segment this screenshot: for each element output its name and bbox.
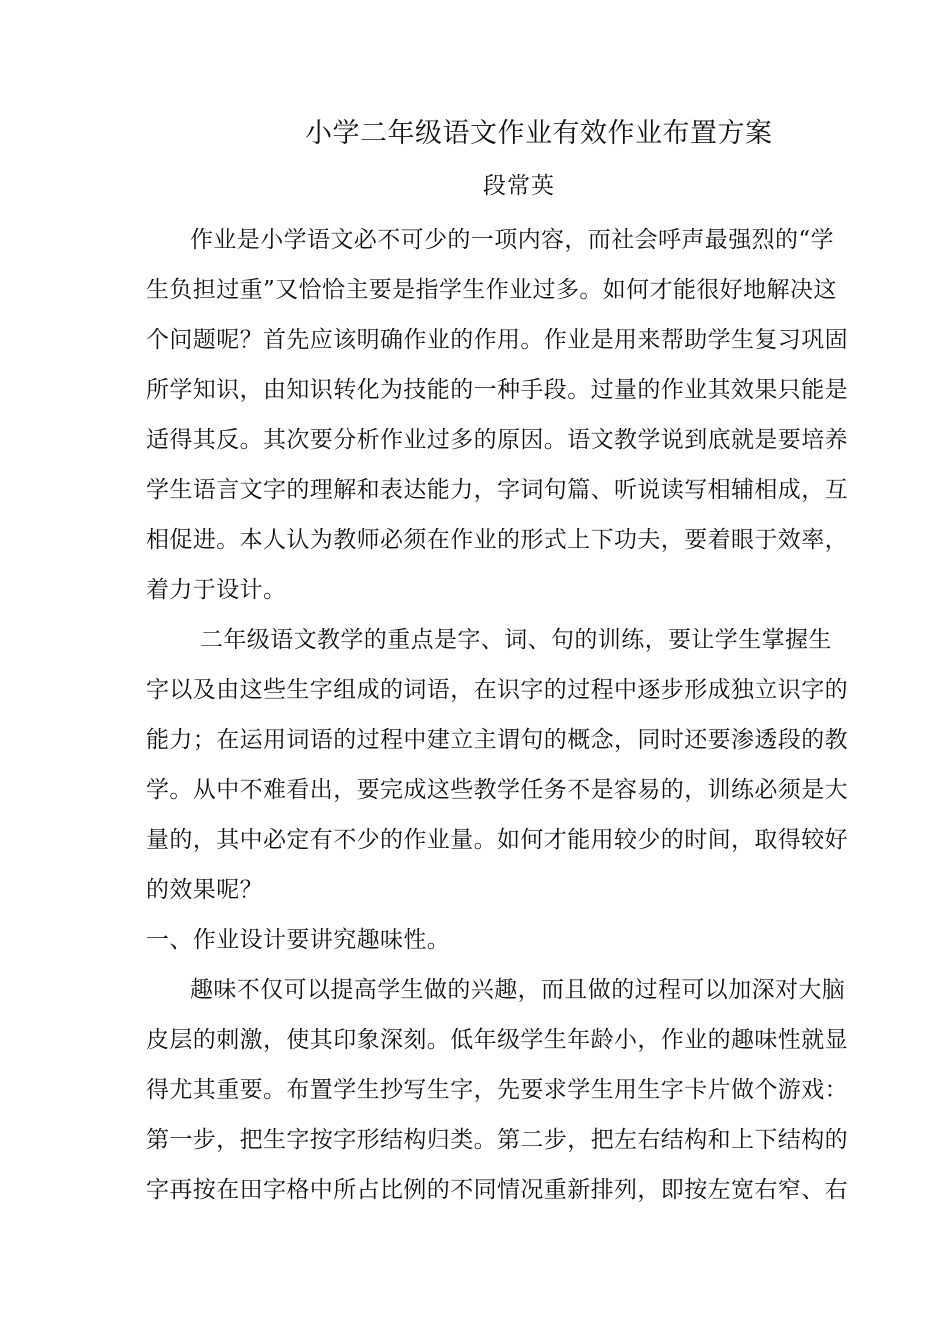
paragraph-line: 得尤其重要。布置学生抄写生字，先要求学生用生字卡片做个游戏： — [146, 1077, 848, 1103]
paragraph-line: 作业是小学语文必不可少的一项内容，而社会呼声最强烈的“学 — [190, 227, 834, 253]
paragraph-line: 字以及由这些生字组成的词语，在识字的过程中逐步形成独立识字的 — [146, 677, 848, 703]
paragraph-line: 生负担过重”又恰恰主要是指学生作业过多。如何才能很好地解决这 — [146, 277, 837, 303]
paragraph-line: 能力；在运用词语的过程中建立主谓句的概念，同时还要渗透段的教 — [146, 727, 848, 753]
paragraph-line: 字再按在田字格中所占比例的不同情况重新排列，即按左宽右窄、右 — [146, 1177, 848, 1203]
section-heading: 一、作业设计要讲究趣味性。 — [146, 927, 451, 953]
paragraph-line: 趣味不仅可以提高学生做的兴趣，而且做的过程可以加深对大脑 — [190, 977, 846, 1003]
document-author: 段常英 — [483, 173, 555, 199]
paragraph-line: 相促进。本人认为教师必须在作业的形式上下功夫，要着眼于效率， — [146, 527, 848, 553]
paragraph-line: 量的，其中必定有不少的作业量。如何才能用较少的时间，取得较好 — [146, 827, 848, 853]
paragraph-line: 的效果呢？ — [146, 877, 263, 903]
paragraph-line: 学生语言文字的理解和表达能力，字词句篇、听说读写相辅相成，互 — [146, 477, 848, 503]
paragraph-line: 第一步，把生字按字形结构归类。第二步，把左右结构和上下结构的 — [146, 1127, 848, 1153]
paragraph-line: 个问题呢？首先应该明确作业的作用。作业是用来帮助学生复习巩固 — [146, 327, 848, 353]
paragraph-line: 二年级语文教学的重点是字、词、句的训练，要让学生掌握生 — [200, 627, 832, 653]
document-title: 小学二年级语文作业有效作业布置方案 — [305, 118, 773, 149]
paragraph-line: 皮层的刺激，使其印象深刻。低年级学生年龄小，作业的趣味性就显 — [146, 1027, 848, 1053]
paragraph-line: 着力于设计。 — [146, 577, 287, 603]
paragraph-line: 适得其反。其次要分析作业过多的原因。语文教学说到底就是要培养 — [146, 427, 848, 453]
paragraph-line: 所学知识，由知识转化为技能的一种手段。过量的作业其效果只能是 — [146, 377, 848, 403]
paragraph-line: 学。从中不难看出，要完成这些教学任务不是容易的，训练必须是大 — [146, 777, 848, 803]
